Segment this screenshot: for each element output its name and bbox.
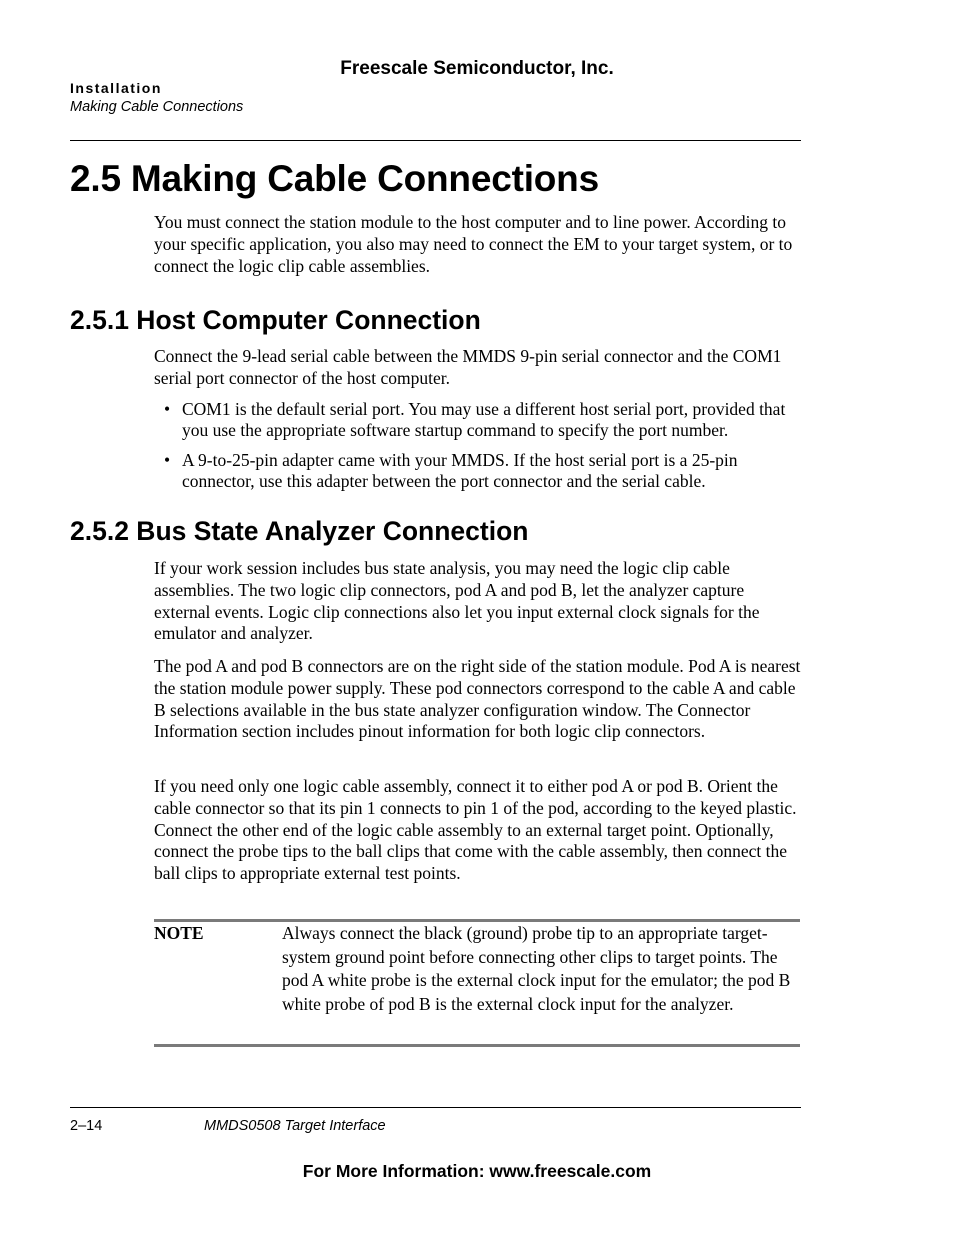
footer-more-info: For More Information: www.freescale.com — [302, 1161, 652, 1181]
section-2-5-2-paragraph: The pod A and pod B connectors are on the right side of the station module. Pod A is nearest the station module power supply. These pod connectors correspond to the cable A and cable B selections available in the bus state analyzer configuration window. The Connector Information section includes pinout information for both logic clip connectors. — [154, 656, 801, 742]
section-heading-2-5-1: 2.5.1 Host Computer Connection — [70, 305, 481, 335]
header-divider — [70, 140, 801, 141]
bullet-marker: • — [164, 450, 171, 470]
running-header-subsection: Making Cable Connections — [70, 99, 244, 115]
section-heading-2-5: 2.5 Making Cable Connections — [70, 158, 599, 199]
running-header-section: Installation — [70, 80, 162, 96]
page-number: 2–14 — [70, 1118, 103, 1134]
bullet-marker: • — [164, 399, 171, 419]
section-2-5-2-paragraph: If you need only one logic cable assembly, connect it to either pod A or pod B. Orient the cable connector so that its pin 1 connects to pin 1 of the pod, according to the keyed plastic. Connect the other end of the logic cable assembly to an external target point. Optionally, connect the probe tips to the ball clips that come with the cable assembly, then connect the ball clips to appropriate external test points. — [154, 776, 797, 884]
list-item-text: COM1 is the default serial port. You may use a different host serial port, provided that you use the appropriate software startup command to specify the port number. — [182, 399, 786, 440]
section-2-5-intro: You must connect the station module to the host computer and to line power. According to your specific application, you also may need to connect the EM to your target system, or to connect the logic clip cable assemblies. — [154, 212, 793, 276]
section-2-5-2-paragraph: If your work session includes bus state analysis, you may need the logic clip cable assemblies. The two logic clip connectors, pod A and pod B, let the analyzer capture external events. Logic clip connections also let you input external clock signals for the emulator and analyzer. — [154, 558, 760, 644]
note-bottom-rule — [154, 1044, 800, 1047]
note-text: Always connect the black (ground) probe tip to an appropriate target-system ground point before connecting other clips to target points. The pod A white probe is the external clock input for the emulator; the pod B white probe of pod B is the external clock input for the analyzer. — [282, 923, 791, 1014]
note-label: NOTE — [154, 923, 204, 943]
list-item — [164, 399, 804, 443]
list-item-text: A 9-to-25-pin adapter came with your MMDS. If the host serial port is a 25-pin connector, use this adapter between the port connector and the serial cable. — [182, 450, 738, 491]
footer-doc-title: MMDS0508 Target Interface — [204, 1118, 386, 1134]
top-banner: Freescale Semiconductor, Inc. — [340, 58, 614, 79]
list-item — [164, 450, 804, 494]
footer-divider — [70, 1107, 801, 1108]
section-2-5-1-intro: Connect the 9-lead serial cable between the MMDS 9-pin serial connector and the COM1 serial port connector of the host computer. — [154, 346, 782, 388]
section-heading-2-5-2: 2.5.2 Bus State Analyzer Connection — [70, 516, 529, 546]
